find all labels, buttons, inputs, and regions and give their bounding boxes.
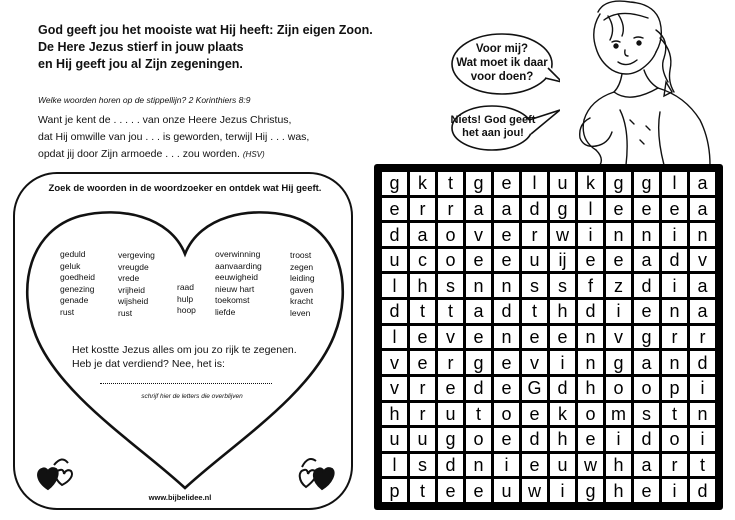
word-item: zegen	[290, 261, 314, 272]
grid-cell[interactable]: i	[662, 479, 687, 502]
bubble-top-line-1: Voor mij?	[475, 43, 529, 55]
word-item: genezing	[60, 283, 95, 294]
grid-cell[interactable]: d	[634, 274, 659, 297]
grid-cell[interactable]: g	[578, 479, 603, 502]
grid-cell[interactable]: e	[494, 223, 519, 246]
grid-cell[interactable]: d	[690, 351, 715, 374]
grid-cell[interactable]: d	[438, 454, 463, 477]
bubble-top-text	[452, 42, 552, 84]
grid-cell[interactable]: n	[494, 326, 519, 349]
grid-cell[interactable]: r	[690, 326, 715, 349]
grid-cell[interactable]: t	[522, 300, 547, 323]
grid-cell[interactable]: e	[438, 479, 463, 502]
grid-cell[interactable]: d	[522, 198, 547, 221]
grid-cell[interactable]: n	[634, 223, 659, 246]
grid-cell[interactable]: e	[466, 249, 491, 272]
grid-cell[interactable]: u	[410, 428, 435, 451]
decorative-hearts-right-icon	[294, 455, 338, 493]
grid-cell[interactable]: e	[606, 198, 631, 221]
grid-cell[interactable]: s	[522, 274, 547, 297]
word-item: vrede	[118, 273, 140, 284]
word-item: wijsheid	[118, 296, 149, 307]
grid-cell[interactable]: d	[466, 377, 491, 400]
grid-cell[interactable]: i	[690, 428, 715, 451]
grid-cell[interactable]: a	[690, 274, 715, 297]
grid-cell[interactable]: i	[662, 274, 687, 297]
grid-cell[interactable]: s	[550, 274, 575, 297]
grid-cell[interactable]: o	[438, 223, 463, 246]
grid-cell[interactable]: n	[466, 274, 491, 297]
grid-cell[interactable]: i	[690, 377, 715, 400]
bubble-bottom-line-1: Niets! God geeft	[450, 114, 536, 126]
grid-cell[interactable]: l	[578, 198, 603, 221]
grid-cell[interactable]: s	[634, 403, 659, 426]
grid-cell[interactable]: n	[578, 326, 603, 349]
grid-cell[interactable]: g	[634, 326, 659, 349]
grid-cell[interactable]: e	[494, 249, 519, 272]
grid-cell[interactable]: r	[662, 454, 687, 477]
grid-cell[interactable]: e	[634, 198, 659, 221]
grid-cell[interactable]: g	[606, 172, 631, 195]
grid-cell[interactable]: t	[438, 172, 463, 195]
grid-cell[interactable]: a	[690, 172, 715, 195]
grid-cell[interactable]: a	[634, 454, 659, 477]
grid-cell[interactable]: n	[606, 223, 631, 246]
grid-cell[interactable]: e	[466, 479, 491, 502]
grid-cell[interactable]: w	[522, 479, 547, 502]
word-item: vreugde	[118, 261, 149, 272]
grid-cell[interactable]: u	[382, 249, 407, 272]
grid-cell[interactable]: t	[410, 479, 435, 502]
intro-line-1: God geeft jou het mooiste wat Hij heeft: Zijn eigen Zoon.	[38, 23, 373, 37]
question: Welke woorden horen op de stippellijn? 2 Korinthiers 8:9	[38, 95, 251, 105]
bubble-top-line-2: Wat moet ik daar	[456, 57, 548, 69]
puzzle-message	[72, 343, 297, 371]
grid-cell[interactable]: h	[606, 479, 631, 502]
grid-cell[interactable]: d	[578, 300, 603, 323]
grid-cell[interactable]: i	[494, 454, 519, 477]
verse-source: (HSV)	[242, 150, 265, 159]
grid-cell[interactable]: e	[550, 326, 575, 349]
grid-cell[interactable]: p	[662, 377, 687, 400]
girl-illustration	[560, 0, 735, 165]
grid-cell[interactable]: g	[382, 172, 407, 195]
word-item: vrijheid	[118, 284, 145, 295]
grid-cell[interactable]: r	[410, 198, 435, 221]
word-search-grid	[374, 164, 723, 510]
grid-cell[interactable]: e	[494, 172, 519, 195]
grid-cell[interactable]: u	[550, 454, 575, 477]
verse-line-2: dat Hij omwille van jou . . . is geworden, terwijl Hij . . . was,	[38, 131, 310, 143]
word-item: troost	[290, 250, 312, 260]
grid-cell[interactable]: i	[662, 223, 687, 246]
grid-cell[interactable]: m	[606, 403, 631, 426]
grid-cell[interactable]: z	[606, 274, 631, 297]
answer-hint: schrijf hier de letters die overblijven	[141, 393, 243, 400]
grid-cell[interactable]: l	[382, 454, 407, 477]
grid-cell[interactable]: a	[690, 198, 715, 221]
grid-cell[interactable]: p	[382, 479, 407, 502]
grid-cell[interactable]: l	[382, 274, 407, 297]
grid-cell[interactable]: v	[382, 351, 407, 374]
word-item: aanvaarding	[215, 260, 262, 271]
grid-cell[interactable]: v	[606, 326, 631, 349]
grid-cell[interactable]: k	[550, 403, 575, 426]
grid-cell[interactable]: e	[522, 403, 547, 426]
grid-cell[interactable]: n	[578, 351, 603, 374]
grid-cell[interactable]: v	[522, 351, 547, 374]
grid-cell[interactable]: e	[606, 249, 631, 272]
word-item: leiding	[290, 273, 315, 284]
grid-cell[interactable]: t	[438, 300, 463, 323]
message-line-2: Heb je dat verdiend? Nee, het is:	[72, 358, 225, 370]
grid-cell[interactable]: d	[382, 223, 407, 246]
grid-cell[interactable]: a	[634, 351, 659, 374]
grid-cell[interactable]: h	[382, 403, 407, 426]
grid-cell[interactable]: a	[494, 198, 519, 221]
grid-cell[interactable]: g	[550, 198, 575, 221]
grid-cell[interactable]: n	[494, 274, 519, 297]
grid-cell[interactable]: d	[662, 249, 687, 272]
website-label: www.bijbelidee.nl	[148, 493, 212, 502]
grid-cell[interactable]: v	[690, 249, 715, 272]
word-item: genade	[60, 295, 89, 306]
grid-cell[interactable]: r	[662, 326, 687, 349]
grid-cell[interactable]: ij	[550, 249, 575, 272]
grid-cell[interactable]: o	[578, 403, 603, 426]
word-item: eeuwigheid	[215, 272, 259, 283]
grid-cell[interactable]: r	[438, 351, 463, 374]
grid-cell[interactable]: i	[550, 479, 575, 502]
word-item: geluk	[60, 260, 81, 271]
grid-cell[interactable]: w	[550, 223, 575, 246]
grid-cell[interactable]: e	[522, 454, 547, 477]
grid-cell[interactable]: u	[550, 172, 575, 195]
grid-cell[interactable]: o	[466, 428, 491, 451]
message-line-1: Het kostte Jezus alles om jou zo rijk te zegenen.	[72, 344, 297, 356]
grid-cell[interactable]: g	[606, 351, 631, 374]
grid-cell[interactable]: w	[578, 454, 603, 477]
grid-cell[interactable]: e	[522, 326, 547, 349]
word-item: vergeving	[118, 250, 155, 260]
word-item: rust	[118, 307, 133, 318]
grid-cell[interactable]: l	[382, 326, 407, 349]
grid-cell[interactable]: e	[410, 326, 435, 349]
grid-cell[interactable]: i	[578, 223, 603, 246]
grid-cell[interactable]: u	[382, 428, 407, 451]
grid-cell[interactable]: e	[494, 428, 519, 451]
grid-cell[interactable]: a	[466, 198, 491, 221]
bible-verse	[38, 112, 309, 163]
grid-cell[interactable]: n	[690, 223, 715, 246]
grid-cell[interactable]: e	[466, 326, 491, 349]
grid-cell[interactable]: u	[494, 479, 519, 502]
bubble-top-line-3: voor doen?	[470, 71, 534, 83]
word-item: hoop	[177, 305, 196, 316]
grid-cell[interactable]: a	[634, 249, 659, 272]
word-item: liefde	[215, 306, 236, 317]
grid-cell[interactable]: e	[382, 198, 407, 221]
grid-cell[interactable]: e	[578, 428, 603, 451]
grid-cell[interactable]: g	[634, 172, 659, 195]
word-list-col-5	[290, 250, 315, 320]
word-item: geduld	[60, 249, 86, 259]
bubble-bottom-line-2: het aan jou!	[462, 127, 524, 139]
grid-cell[interactable]: i	[606, 300, 631, 323]
grid-cell[interactable]: a	[410, 223, 435, 246]
grid-cell[interactable]: e	[494, 351, 519, 374]
word-list-col-1	[60, 249, 95, 319]
grid-cell[interactable]: o	[662, 428, 687, 451]
grid-cell[interactable]: a	[690, 300, 715, 323]
grid-cell[interactable]: u	[522, 249, 547, 272]
grid-cell[interactable]: h	[606, 454, 631, 477]
grid-cell[interactable]: e	[634, 300, 659, 323]
grid-cell[interactable]: d	[494, 300, 519, 323]
grid-cell[interactable]: d	[382, 300, 407, 323]
grid-cell[interactable]: h	[410, 274, 435, 297]
grid-cell[interactable]: t	[690, 454, 715, 477]
word-item: gaven	[290, 284, 314, 295]
word-item: nieuw hart	[215, 283, 255, 294]
word-list-col-4	[215, 249, 262, 319]
grid-cell[interactable]: t	[662, 403, 687, 426]
bubble-bottom-text	[448, 114, 538, 140]
intro-line-2: De Here Jezus stierf in jouw plaats	[38, 40, 244, 54]
word-item: overwinning	[215, 249, 261, 259]
grid-cell[interactable]: o	[634, 377, 659, 400]
grid-cell[interactable]: g	[438, 428, 463, 451]
grid-cell[interactable]: G	[522, 377, 547, 400]
word-item: toekomst	[215, 295, 250, 306]
grid-cell[interactable]: g	[466, 172, 491, 195]
grid-cell[interactable]: e	[494, 377, 519, 400]
intro-line-3: en Hij geeft jou al Zijn zegeningen.	[38, 57, 243, 71]
word-item: leven	[290, 307, 311, 318]
grid-cell[interactable]: o	[438, 249, 463, 272]
grid-cell[interactable]: t	[410, 300, 435, 323]
grid-cell[interactable]: l	[522, 172, 547, 195]
grid-cell[interactable]: f	[578, 274, 603, 297]
grid-cell[interactable]: d	[634, 428, 659, 451]
grid-cell[interactable]: r	[522, 223, 547, 246]
grid-cell[interactable]: s	[410, 454, 435, 477]
word-item: goedheid	[60, 272, 95, 283]
grid-cell[interactable]: n	[662, 351, 687, 374]
intro-text	[38, 22, 373, 73]
grid-cell[interactable]: d	[522, 428, 547, 451]
grid-cell[interactable]: c	[410, 249, 435, 272]
grid-cell[interactable]: e	[410, 351, 435, 374]
word-item: rust	[60, 306, 75, 317]
grid-cell[interactable]: n	[466, 454, 491, 477]
grid-cell[interactable]: h	[578, 377, 603, 400]
grid-cell[interactable]: v	[466, 223, 491, 246]
grid-cell[interactable]: h	[550, 428, 575, 451]
grid-cell[interactable]: e	[578, 249, 603, 272]
grid-cell[interactable]: u	[438, 403, 463, 426]
puzzle-title: Zoek de woorden in de woordzoeker en ontdek wat Hij geeft.	[48, 183, 322, 194]
grid-cell[interactable]: d	[690, 479, 715, 502]
grid-cell[interactable]: o	[494, 403, 519, 426]
word-item: kracht	[290, 296, 314, 307]
grid-cell[interactable]: k	[578, 172, 603, 195]
grid-cell[interactable]: h	[550, 300, 575, 323]
grid-cell[interactable]: e	[634, 479, 659, 502]
grid-cell[interactable]: i	[550, 351, 575, 374]
grid-cell[interactable]: r	[410, 377, 435, 400]
grid-cell[interactable]: i	[606, 428, 631, 451]
verse-line-1: Want je kent de . . . . . van onze Heere Jezus Christus,	[38, 114, 292, 126]
grid-cell[interactable]: r	[410, 403, 435, 426]
grid-cells	[382, 172, 715, 502]
grid-cell[interactable]: s	[438, 274, 463, 297]
grid-cell[interactable]: a	[466, 300, 491, 323]
answer-line[interactable]	[100, 371, 272, 384]
grid-cell[interactable]: n	[662, 300, 687, 323]
grid-cell[interactable]: e	[662, 198, 687, 221]
decorative-hearts-left-icon	[34, 455, 78, 493]
grid-cell[interactable]: v	[438, 326, 463, 349]
verse-line-3: opdat jij door Zijn armoede . . . zou worden.	[38, 148, 240, 160]
grid-cell[interactable]: g	[466, 351, 491, 374]
grid-cell[interactable]: n	[690, 403, 715, 426]
word-item: raad	[177, 282, 195, 292]
grid-cell[interactable]: e	[438, 377, 463, 400]
grid-cell[interactable]: t	[466, 403, 491, 426]
word-item: hulp	[177, 293, 194, 304]
grid-cell[interactable]: l	[662, 172, 687, 195]
grid-cell[interactable]: d	[550, 377, 575, 400]
grid-cell[interactable]: o	[606, 377, 631, 400]
grid-cell[interactable]: v	[382, 377, 407, 400]
word-list-col-2	[118, 250, 155, 320]
word-list-col-3	[177, 282, 196, 317]
grid-cell[interactable]: r	[438, 198, 463, 221]
grid-cell[interactable]: k	[410, 172, 435, 195]
